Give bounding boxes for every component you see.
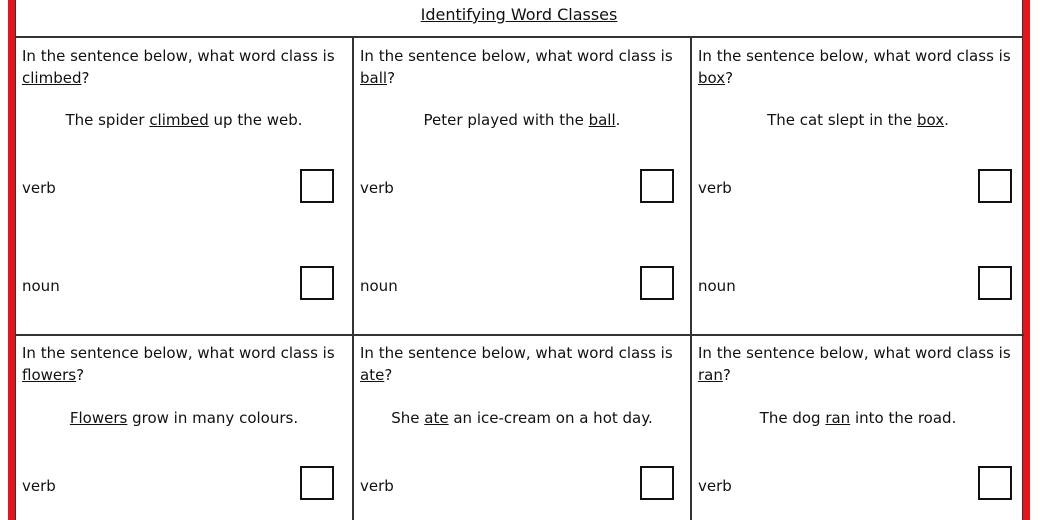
prompt-text: In the sentence below, what word class is	[698, 344, 1011, 362]
question-card	[352, 38, 690, 334]
prompt-text: In the sentence below, what word class is	[360, 344, 673, 362]
sentence-text: Peter played with the	[423, 111, 589, 129]
option-label-noun: noun	[698, 277, 736, 295]
question-card	[16, 334, 352, 520]
page-title: Identifying Word Classes	[420, 5, 618, 24]
sentence-target-word: climbed	[149, 111, 209, 129]
prompt-end: ?	[725, 69, 734, 87]
option-label-verb: verb	[22, 179, 56, 197]
question-card	[690, 38, 1024, 334]
prompt-end: ?	[722, 366, 731, 384]
sentence-end: .	[944, 111, 949, 129]
sentence-text: She	[391, 409, 425, 427]
sentence-text: The dog	[759, 409, 826, 427]
sentence-target-word: Flowers	[69, 409, 128, 427]
question-prompt	[22, 45, 348, 89]
checkbox-verb[interactable]	[300, 466, 334, 500]
worksheet	[15, 0, 1023, 520]
checkbox-verb[interactable]	[978, 169, 1012, 203]
prompt-text: In the sentence below, what word class is	[22, 344, 335, 362]
question-prompt	[698, 342, 1024, 386]
checkbox-verb[interactable]	[300, 169, 334, 203]
sentence-text: The spider	[65, 111, 150, 129]
sentence-target-word: ate	[424, 409, 449, 427]
option-label-verb: verb	[360, 179, 394, 197]
question-prompt	[698, 45, 1024, 89]
prompt-end: ?	[76, 366, 85, 384]
checkbox-verb[interactable]	[640, 466, 674, 500]
question-card	[690, 334, 1024, 520]
example-sentence	[692, 409, 1024, 427]
prompt-end: ?	[81, 69, 90, 87]
option-label-noun: noun	[22, 277, 60, 295]
target-word: flowers	[22, 366, 77, 384]
checkbox-verb[interactable]	[640, 169, 674, 203]
prompt-end: ?	[387, 69, 396, 87]
checkbox-verb[interactable]	[978, 466, 1012, 500]
sentence-end: .	[615, 111, 621, 129]
left-red-border	[8, 0, 15, 520]
question-prompt	[360, 45, 686, 89]
question-card	[352, 334, 690, 520]
question-prompt	[360, 342, 686, 386]
target-word: ball	[360, 69, 388, 87]
question-prompt	[22, 342, 348, 386]
prompt-text: In the sentence below, what word class is	[698, 47, 1011, 65]
checkbox-noun[interactable]	[640, 266, 674, 300]
option-label-verb: verb	[698, 477, 732, 495]
checkbox-noun[interactable]	[978, 266, 1012, 300]
sentence-end: into the road.	[850, 409, 957, 427]
example-sentence	[16, 409, 352, 427]
example-sentence	[692, 111, 1024, 129]
checkbox-noun[interactable]	[300, 266, 334, 300]
question-grid	[16, 38, 1022, 520]
prompt-end: ?	[384, 366, 393, 384]
sentence-end: grow in many colours.	[127, 409, 299, 427]
example-sentence	[354, 409, 690, 427]
sentence-target-word: ball	[588, 111, 616, 129]
target-word: ran	[698, 366, 723, 384]
question-card	[16, 38, 352, 334]
option-label-noun: noun	[360, 277, 398, 295]
sentence-end: up the web.	[208, 111, 303, 129]
sentence-target-word: ran	[825, 409, 851, 427]
option-label-verb: verb	[360, 477, 394, 495]
prompt-text: In the sentence below, what word class is	[360, 47, 673, 65]
target-word: box	[698, 69, 726, 87]
title-row	[16, 0, 1022, 38]
sentence-end: an ice-cream on a hot day.	[448, 409, 653, 427]
example-sentence	[354, 111, 690, 129]
option-label-verb: verb	[22, 477, 56, 495]
target-word: ate	[360, 366, 385, 384]
target-word: climbed	[22, 69, 82, 87]
prompt-text: In the sentence below, what word class is	[22, 47, 335, 65]
sentence-text: The cat slept in the	[767, 111, 918, 129]
example-sentence	[16, 111, 352, 129]
sentence-target-word: box	[917, 111, 945, 129]
option-label-verb: verb	[698, 179, 732, 197]
right-red-border	[1023, 0, 1030, 520]
